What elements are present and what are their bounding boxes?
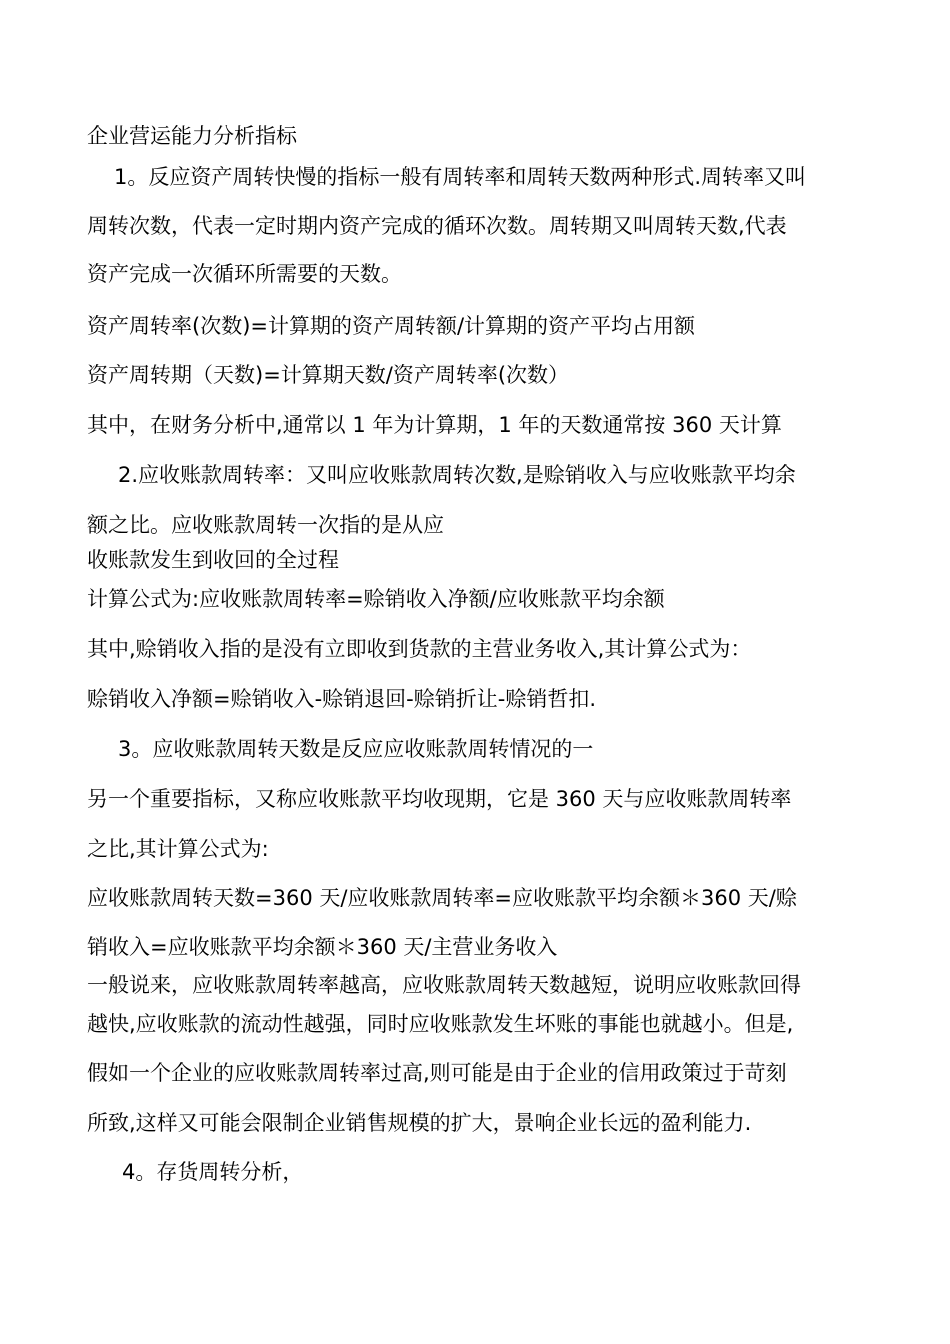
paragraph-line: 其中，在财务分析中,通常以 1 年为计算期，1 年的天数通常按 360 天计算: [87, 413, 782, 437]
formula-line: 资产周转期（天数)=计算期天数/资产周转率(次数）: [87, 363, 570, 387]
paragraph-line: 2.应收账款周转率：又叫应收账款周转次数,是赊销收入与应收账款平均余: [118, 463, 796, 487]
paragraph-line: 资产完成一次循环所需要的天数。: [87, 262, 402, 286]
paragraph-line: 所致,这样又可能会限制企业销售规模的扩大，景响企业长远的盈利能力.: [87, 1111, 752, 1135]
paragraph-line: 假如一个企业的应收账款周转率过高,则可能是由于企业的信用政策过于苛刻: [87, 1061, 787, 1085]
paragraph-line: 一般说来，应收账款周转率越高，应收账款周转天数越短，说明应收账款回得: [87, 973, 801, 997]
paragraph-line: 3。应收账款周转天数是反应应收账款周转情况的一: [118, 737, 594, 761]
paragraph-line: 其中,赊销收入指的是没有立即收到货款的主营业务收入,其计算公式为：: [87, 637, 752, 661]
formula-line: 应收账款周转天数=360 天/应收账款周转率=应收账款平均余额＊360 天/赊: [87, 886, 797, 910]
formula-line: 计算公式为:应收账款周转率=赊销收入净额/应收账款平均余额: [87, 587, 665, 611]
paragraph-line: 另一个重要指标，又称应收账款平均收现期，它是 360 天与应收账款周转率: [87, 787, 792, 811]
paragraph-line: 额之比。应收账款周转一次指的是从应: [87, 513, 444, 537]
formula-line: 赊销收入净额=赊销收入-赊销退回-赊销折让-赊销哲扣.: [87, 687, 597, 711]
paragraph-line: 1。反应资产周转快慢的指标一般有周转率和周转天数两种形式.周转率又叫: [114, 165, 807, 189]
paragraph-line: 周转次数，代表一定时期内资产完成的循环次数。周转期又叫周转天数,代表: [87, 214, 787, 238]
paragraph-line: 越快,应收账款的流动性越强，同时应收账款发生坏账的事能也就越小。但是,: [87, 1012, 794, 1036]
formula-line: 资产周转率(次数)=计算期的资产周转额/计算期的资产平均占用额: [87, 314, 696, 338]
paragraph-line: 4。存货周转分析，: [122, 1160, 304, 1184]
paragraph-line: 之比,其计算公式为:: [87, 837, 269, 861]
paragraph-line: 收账款发生到收回的全过程: [87, 548, 339, 572]
document-title: 企业营运能力分析指标: [87, 124, 297, 148]
formula-line: 销收入=应收账款平均余额＊360 天/主营业务收入: [87, 935, 558, 959]
